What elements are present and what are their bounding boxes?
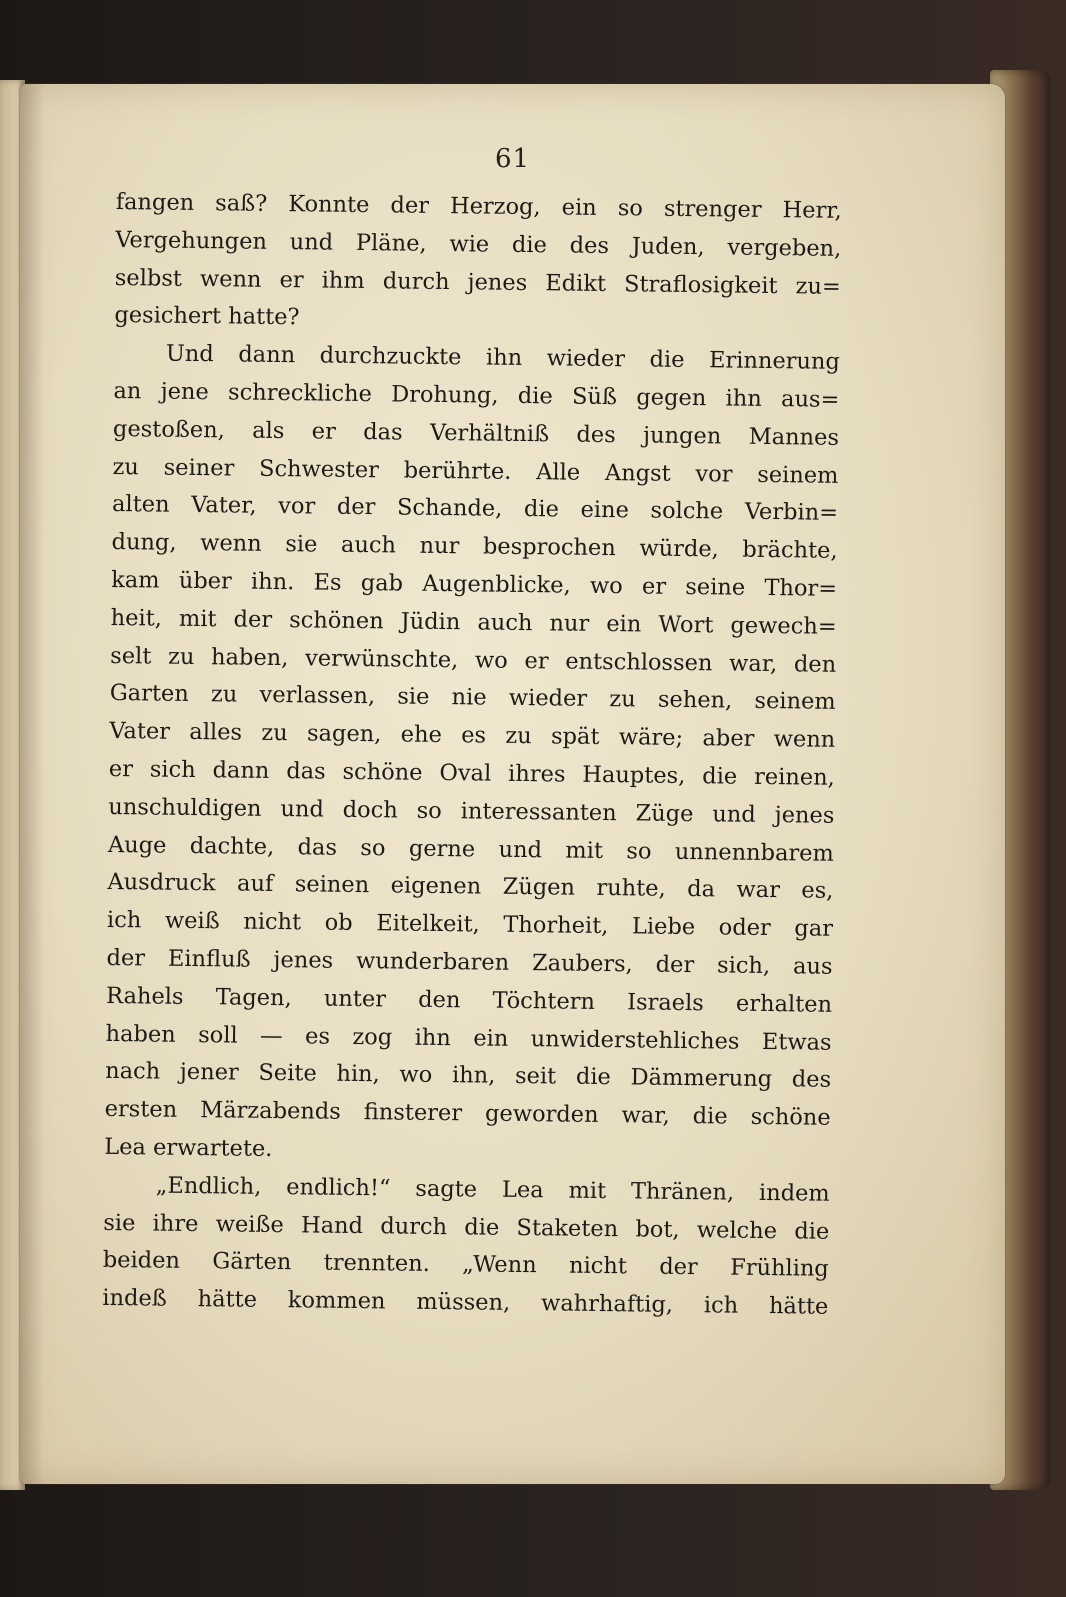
text-line: kam über ihn. Es gab Augenblicke, wo er seine Thor= bbox=[111, 566, 838, 602]
page-number: 61 bbox=[494, 144, 531, 174]
text-line: haben soll — es zog ihn ein unwiderstehliches Etwas bbox=[105, 1020, 832, 1056]
book-page bbox=[20, 84, 1005, 1484]
text-line: selt zu haben, verwünschte, wo er entschlossen war, den bbox=[110, 642, 837, 678]
text-line: Rahels Tagen, unter den Töchtern Israels erhalten bbox=[105, 982, 833, 1018]
paragraph-2 bbox=[104, 335, 840, 1175]
text-line: Garten zu verlassen, sie nie wieder zu sehen, seinem bbox=[109, 680, 836, 716]
text-line: er sich dann das schöne Oval ihres Hauptes, die reinen, bbox=[108, 755, 835, 791]
text-line: ersten Märzabends finsterer geworden war, die schöne bbox=[104, 1096, 831, 1131]
text-line: gestoßen, als er das Verhältniß des jungen Mannes bbox=[112, 415, 840, 451]
text-line: alten Vater, vor der Schande, die eine solche Verbin= bbox=[111, 491, 839, 527]
text-line: fangen saß? Konnte der Herzog, ein so strenger Herr, bbox=[115, 188, 842, 224]
text-line: selbst wenn er ihm durch jenes Edikt Straflosigkeit zu= bbox=[114, 264, 841, 300]
text-line: nach jener Seite hin, wo ihn, seit die Dämmerung des bbox=[105, 1058, 832, 1094]
text-line: indeß hätte kommen müssen, wahrhaftig, ich hätte bbox=[102, 1285, 829, 1320]
text-line: Auge dachte, das so gerne und mit so unnennbarem bbox=[107, 831, 835, 867]
text-line: an jene schreckliche Drohung, die Süß gegen ihn aus= bbox=[113, 377, 840, 413]
text-line: dung, wenn sie auch nur besprochen würde, brächte, bbox=[111, 529, 838, 565]
text-line: Lea erwartete. bbox=[104, 1133, 273, 1162]
text-line: heit, mit der schönen Jüdin auch nur ein Wort gewech= bbox=[110, 604, 837, 640]
paragraph-3 bbox=[102, 1167, 830, 1327]
page-text bbox=[102, 184, 842, 1327]
text-line: unschuldigen und doch so interessanten Züge und jenes bbox=[108, 793, 835, 829]
text-line: ich weiß nicht ob Eitelkeit, Thorheit, Liebe oder gar bbox=[106, 907, 834, 942]
text-line: „Endlich, endlich!“ sagte Lea mit Thränen, indem bbox=[155, 1172, 830, 1207]
paragraph-1 bbox=[114, 184, 842, 344]
text-line: Ausdruck auf seinen eigenen Zügen ruhte, da war es, bbox=[107, 869, 834, 905]
text-line: Und dann durchzuckte ihn wieder die Erinnerung bbox=[165, 340, 841, 376]
text-line: Vater alles zu sagen, ehe es zu spät wäre; aber wenn bbox=[109, 718, 836, 753]
text-line: zu seiner Schwester berührte. Alle Angst vor seinem bbox=[112, 453, 839, 489]
text-line: Vergehungen und Pläne, wie die des Juden, vergeben, bbox=[115, 226, 842, 262]
text-line: der Einfluß jenes wunderbaren Zaubers, der sich, aus bbox=[106, 944, 833, 980]
text-line: beiden Gärten trennten. „Wenn nicht der Frühling bbox=[102, 1247, 829, 1283]
text-line: sie ihre weiße Hand durch die Staketen bot, welche die bbox=[103, 1209, 830, 1245]
text-line: gesichert hatte? bbox=[114, 302, 300, 331]
